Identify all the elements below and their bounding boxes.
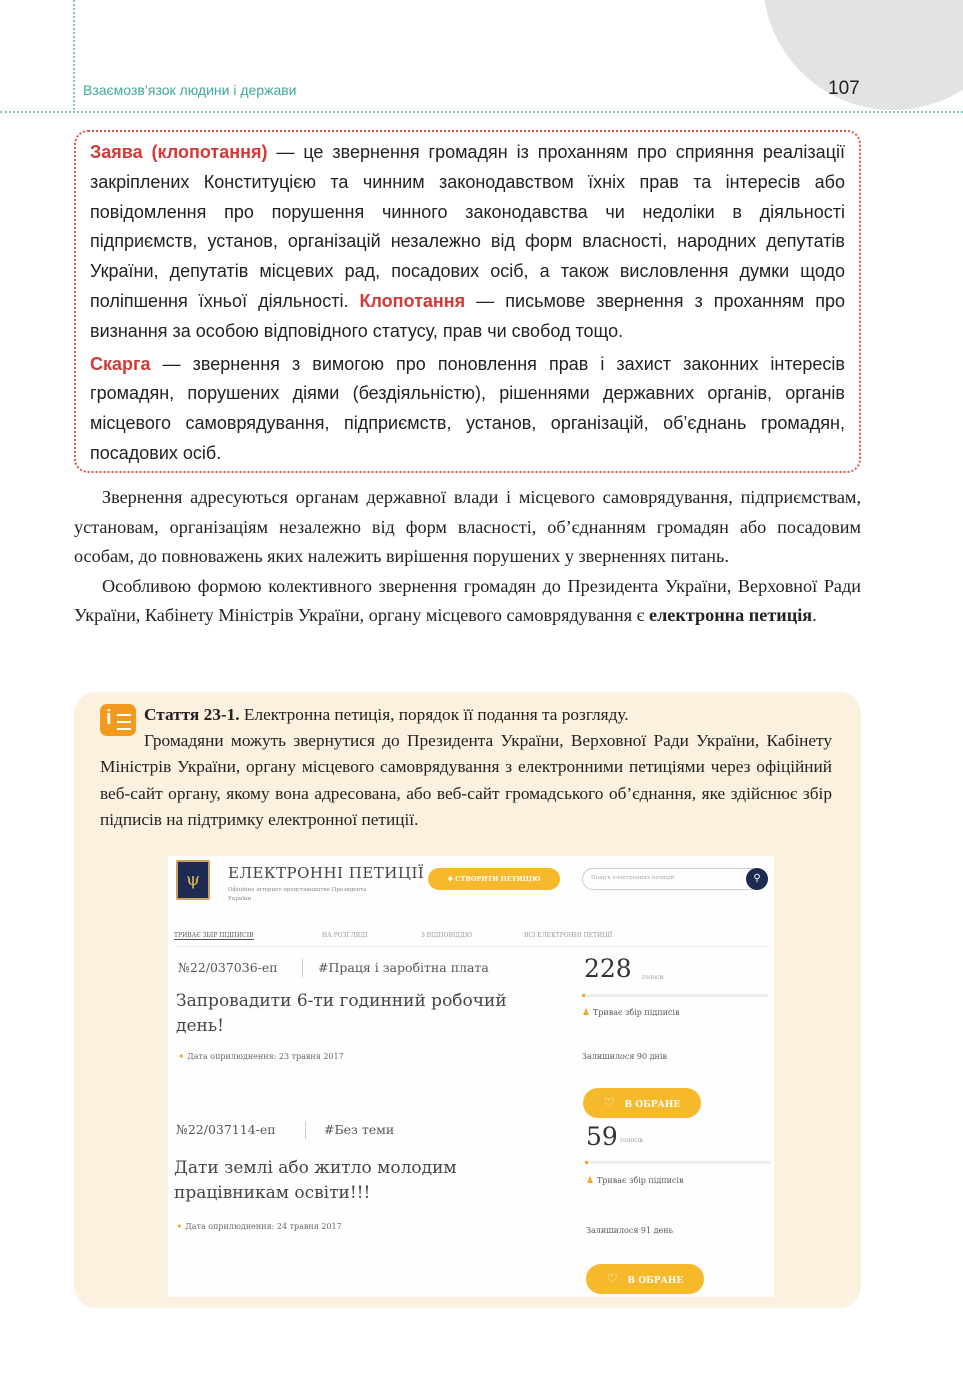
- term-skarga: Скарга: [90, 353, 151, 374]
- petition-date: ✦ Дата оприлюднення: 23 травня 2017: [178, 1052, 344, 1061]
- add-to-favorites-button[interactable]: [583, 1088, 701, 1118]
- separator: [302, 959, 303, 977]
- petition-title[interactable]: Запровадити 6-ти годинний робочий день!: [176, 991, 507, 1036]
- votes-label: голоси: [642, 974, 664, 981]
- plus-icon: ✚: [447, 875, 456, 883]
- votes-progress-bar: [585, 1161, 771, 1164]
- favorites-label: В ОБРАНЕ: [624, 1100, 681, 1110]
- paragraph-end: .: [812, 605, 817, 625]
- margin-line: [73, 0, 75, 110]
- days-left: Залишилося 90 днів: [582, 1052, 667, 1061]
- petition-status-label: Триває збір підписів: [592, 1008, 680, 1017]
- petition-date: ✦ Дата оприлюднення: 24 травня 2017: [176, 1222, 342, 1231]
- petition-number[interactable]: №22/037114-еп: [176, 1122, 276, 1137]
- page-number: 107: [828, 78, 860, 99]
- person-icon: ♟: [586, 1176, 597, 1186]
- tab-answered[interactable]: З ВІДПОВІДДЮ: [421, 932, 473, 939]
- law-text: [100, 702, 832, 833]
- site-subtitle: Офіційне інтернет-представництво Президента України: [228, 887, 367, 902]
- tab-under-review[interactable]: НА РОЗГЛЯДІ: [322, 932, 368, 939]
- document-info-icon: i: [100, 704, 136, 736]
- tab-all[interactable]: ВСІ ЕЛЕКТРОННІ ПЕТИЦІЇ: [524, 932, 613, 939]
- petition-tag[interactable]: #Без теми: [324, 1122, 395, 1137]
- definitions-box: [74, 130, 861, 473]
- petition-status-label: Триває збір підписів: [596, 1176, 684, 1185]
- add-to-favorites-button[interactable]: [586, 1264, 704, 1294]
- days-left: Залишилося 91 день: [586, 1226, 673, 1235]
- definition-zayava: [90, 138, 845, 347]
- law-article-subject: Електронна петиція, порядок її подання та розгляду.: [239, 705, 629, 724]
- definition-skarga: [90, 350, 845, 469]
- bold-term: електронна петиція: [649, 605, 813, 625]
- votes-progress-fill: [582, 994, 585, 997]
- petition-title[interactable]: Дати землі або житло молодим працівникам освіти!!!: [174, 1158, 457, 1203]
- separator: [305, 1121, 306, 1139]
- tab-collecting[interactable]: ТРИВАЄ ЗБІР ПІДПИСІВ: [174, 932, 254, 939]
- votes-progress-bar: [582, 994, 768, 997]
- heart-icon: ♡: [606, 1272, 618, 1286]
- votes-count: 228: [584, 954, 632, 983]
- law-article-text: Громадяни можуть звернутися до Президента України, Верховної Ради України, Кабінету Міністрів України, органу місцевого самоврядування з електронними петиціями через офіційний веб-сайт органу, якому вона адресована, або веб-сайт громадського об’єднання, яке здійснює збір підписів на підтримку електронної петиції.: [100, 731, 832, 829]
- create-petition-label: СТВОРИТИ ПЕТИЦІЮ: [455, 875, 541, 883]
- definition-text: — це звернення громадян із проханням про сприяння реалізації закріплених Конституцією та чинним законодавством їхніх прав та інтересів або повідомлення про порушення чинного законодавства чи недоліки в діяльності підприємств, установ, організацій незалежно від форм власності, народних депутатів України, депутатів місцевих рад, посадових осіб, а також висловлення думки щодо поліпшення їхньої діяльності.: [90, 142, 846, 311]
- search-icon[interactable]: ⚲: [746, 868, 768, 890]
- body-text: [74, 483, 861, 631]
- paragraph: [74, 572, 861, 631]
- site-title: ЕЛЕКТРОННІ ПЕТИЦІЇ: [228, 864, 425, 882]
- paragraph: Звернення адресуються органам державної влади і місцевого самоврядування, підприємствам, установам, організаціям незалежно від форм власності, об’єднанням громадян або посадовим особам, до повноважень яких належить вирішення порушених у зверненнях питань.: [74, 487, 861, 566]
- votes-progress-fill: [585, 1161, 588, 1164]
- create-petition-button[interactable]: [428, 868, 560, 890]
- tabs-divider: [174, 946, 770, 947]
- definition-text: — звернення з вимогою про поновлення прав і захист законних інтересів громадян, порушених діями (бездіяльністю), рішеннями державних органів, органів місцевого самоврядування, підприємств, установ, організацій, об’єднань громадян, посадових осіб.: [90, 353, 845, 463]
- heart-icon: ♡: [603, 1096, 615, 1110]
- law-heading: [100, 702, 832, 728]
- term-zayava: Заява (клопотання): [90, 142, 268, 162]
- petition-number[interactable]: №22/037036-еп: [178, 960, 278, 975]
- votes-count: 59: [586, 1122, 618, 1151]
- favorites-label: В ОБРАНЕ: [627, 1276, 684, 1286]
- definition-text: — письмове звернення з проханням про визнання за особою відповідного статусу, прав чи свобод тощо.: [90, 290, 845, 341]
- running-title: Взаємозв’язок людини і держави: [83, 82, 297, 98]
- search-input[interactable]: [582, 868, 768, 890]
- header-divider: [0, 111, 963, 113]
- search-placeholder: Пошук електронних петицій: [591, 875, 675, 881]
- corner-decoration: [763, 0, 963, 110]
- petition-status: [586, 1176, 683, 1186]
- petition-status: [582, 1008, 679, 1018]
- petition-tag[interactable]: #Праця і заробітна плата: [318, 960, 489, 975]
- law-article-title: Стаття 23-1.: [144, 705, 240, 724]
- paragraph-text: Особливою формою колективного звернення громадян до Президента України, Верховної Ради України, Кабінету Міністрів України, органу місцевого самоврядування є: [74, 575, 861, 625]
- trident-icon: ψ: [176, 860, 210, 900]
- term-klopotannia: Клопотання: [359, 290, 466, 311]
- person-icon: ♟: [582, 1008, 593, 1018]
- votes-label: голосів: [620, 1137, 643, 1144]
- petitions-site-screenshot: [168, 856, 774, 1297]
